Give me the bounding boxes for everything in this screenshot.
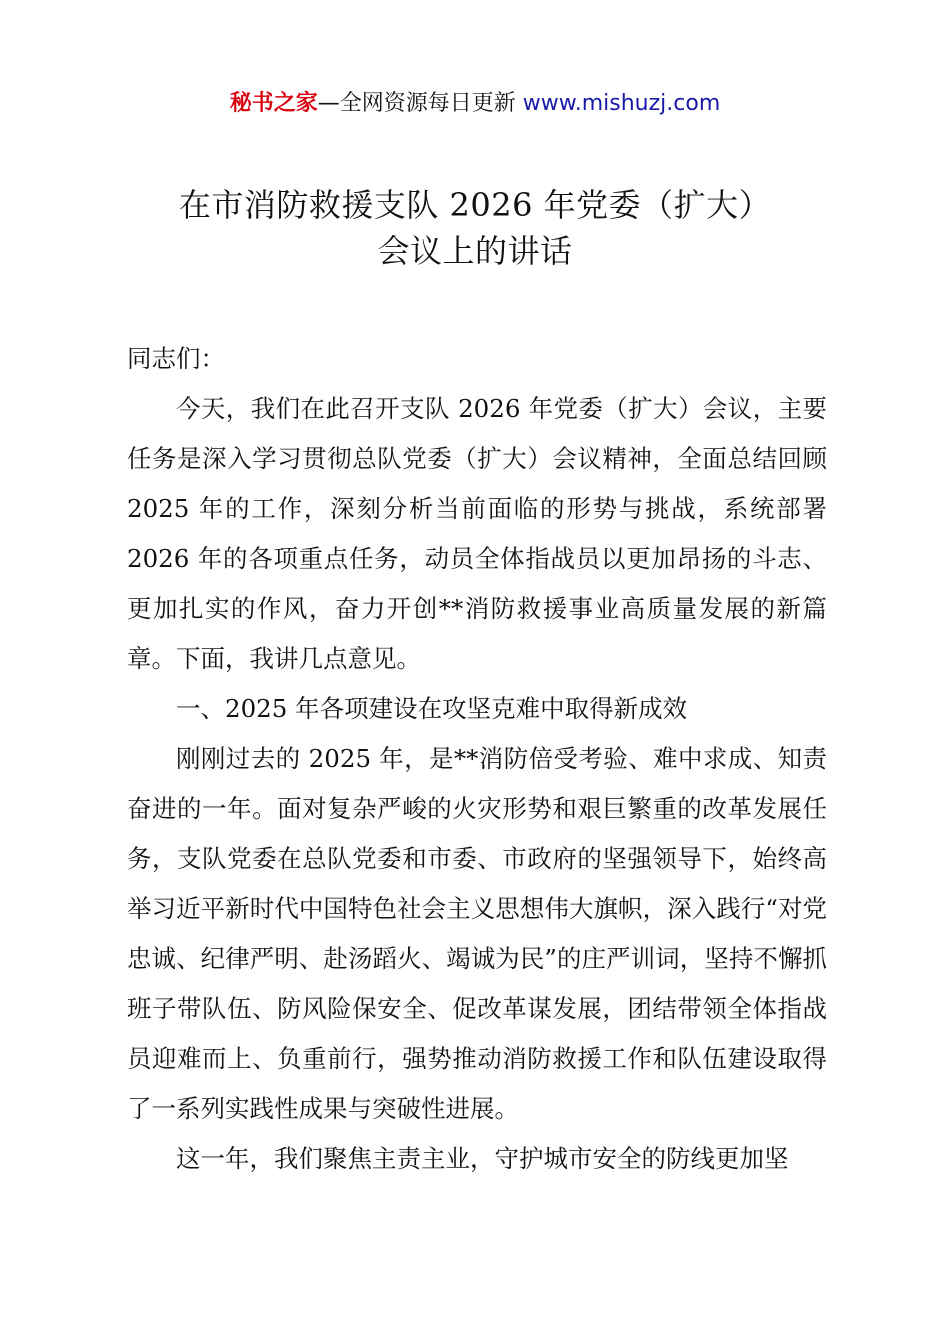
- paragraph-intro: 今天，我们在此召开支队 2026 年党委（扩大）会议，主要任务是深入学习贯彻总队党委（扩大）会议精神，全面总结回顾 2025 年的工作，深刻分析当前面临的形势与挑战，系统部署 2026 年的各项重点任务，动员全体指战员以更加昂扬的斗志、更加扎实的作风，奋力开创**消防救援事业高质量发展的新篇章。下面，我讲几点意见。: [127, 394, 827, 673]
- title-line-2: 会议上的讲话: [377, 232, 573, 270]
- document-title: [0, 182, 950, 274]
- section-heading-1: 一、2025 年各项建设在攻坚克难中取得新成效: [176, 694, 688, 723]
- salutation: 同志们：: [127, 344, 225, 373]
- site-url[interactable]: www.mishuzj.com: [522, 91, 721, 116]
- site-header: [0, 88, 950, 120]
- paragraph-review: 刚刚过去的 2025 年，是**消防倍受考验、难中求成、知责奋进的一年。面对复杂严峻的火灾形势和艰巨繁重的改革发展任务，支队党委在总队党委和市委、市政府的坚强领导下，始终高举习近平新时代中国特色社会主义思想伟大旗帜，深入践行“对党忠诚、纪律严明、赴汤蹈火、竭诚为民”的庄严训词，坚持不懈抓班子带队伍、防风险保安全、促改革谋发展，团结带领全体指战员迎难而上、负重前行，强势推动消防救援工作和队伍建设取得了一系列实践性成果与突破性进展。: [127, 744, 827, 1123]
- brand-name: 秘书之家: [229, 91, 318, 116]
- header-tagline: —全网资源每日更新: [317, 91, 523, 116]
- document-body: [127, 334, 827, 1184]
- title-line-1: 在市消防救援支队 2026 年党委（扩大）: [178, 186, 772, 224]
- paragraph-continued: 这一年，我们聚焦主责主业，守护城市安全的防线更加坚: [176, 1144, 789, 1173]
